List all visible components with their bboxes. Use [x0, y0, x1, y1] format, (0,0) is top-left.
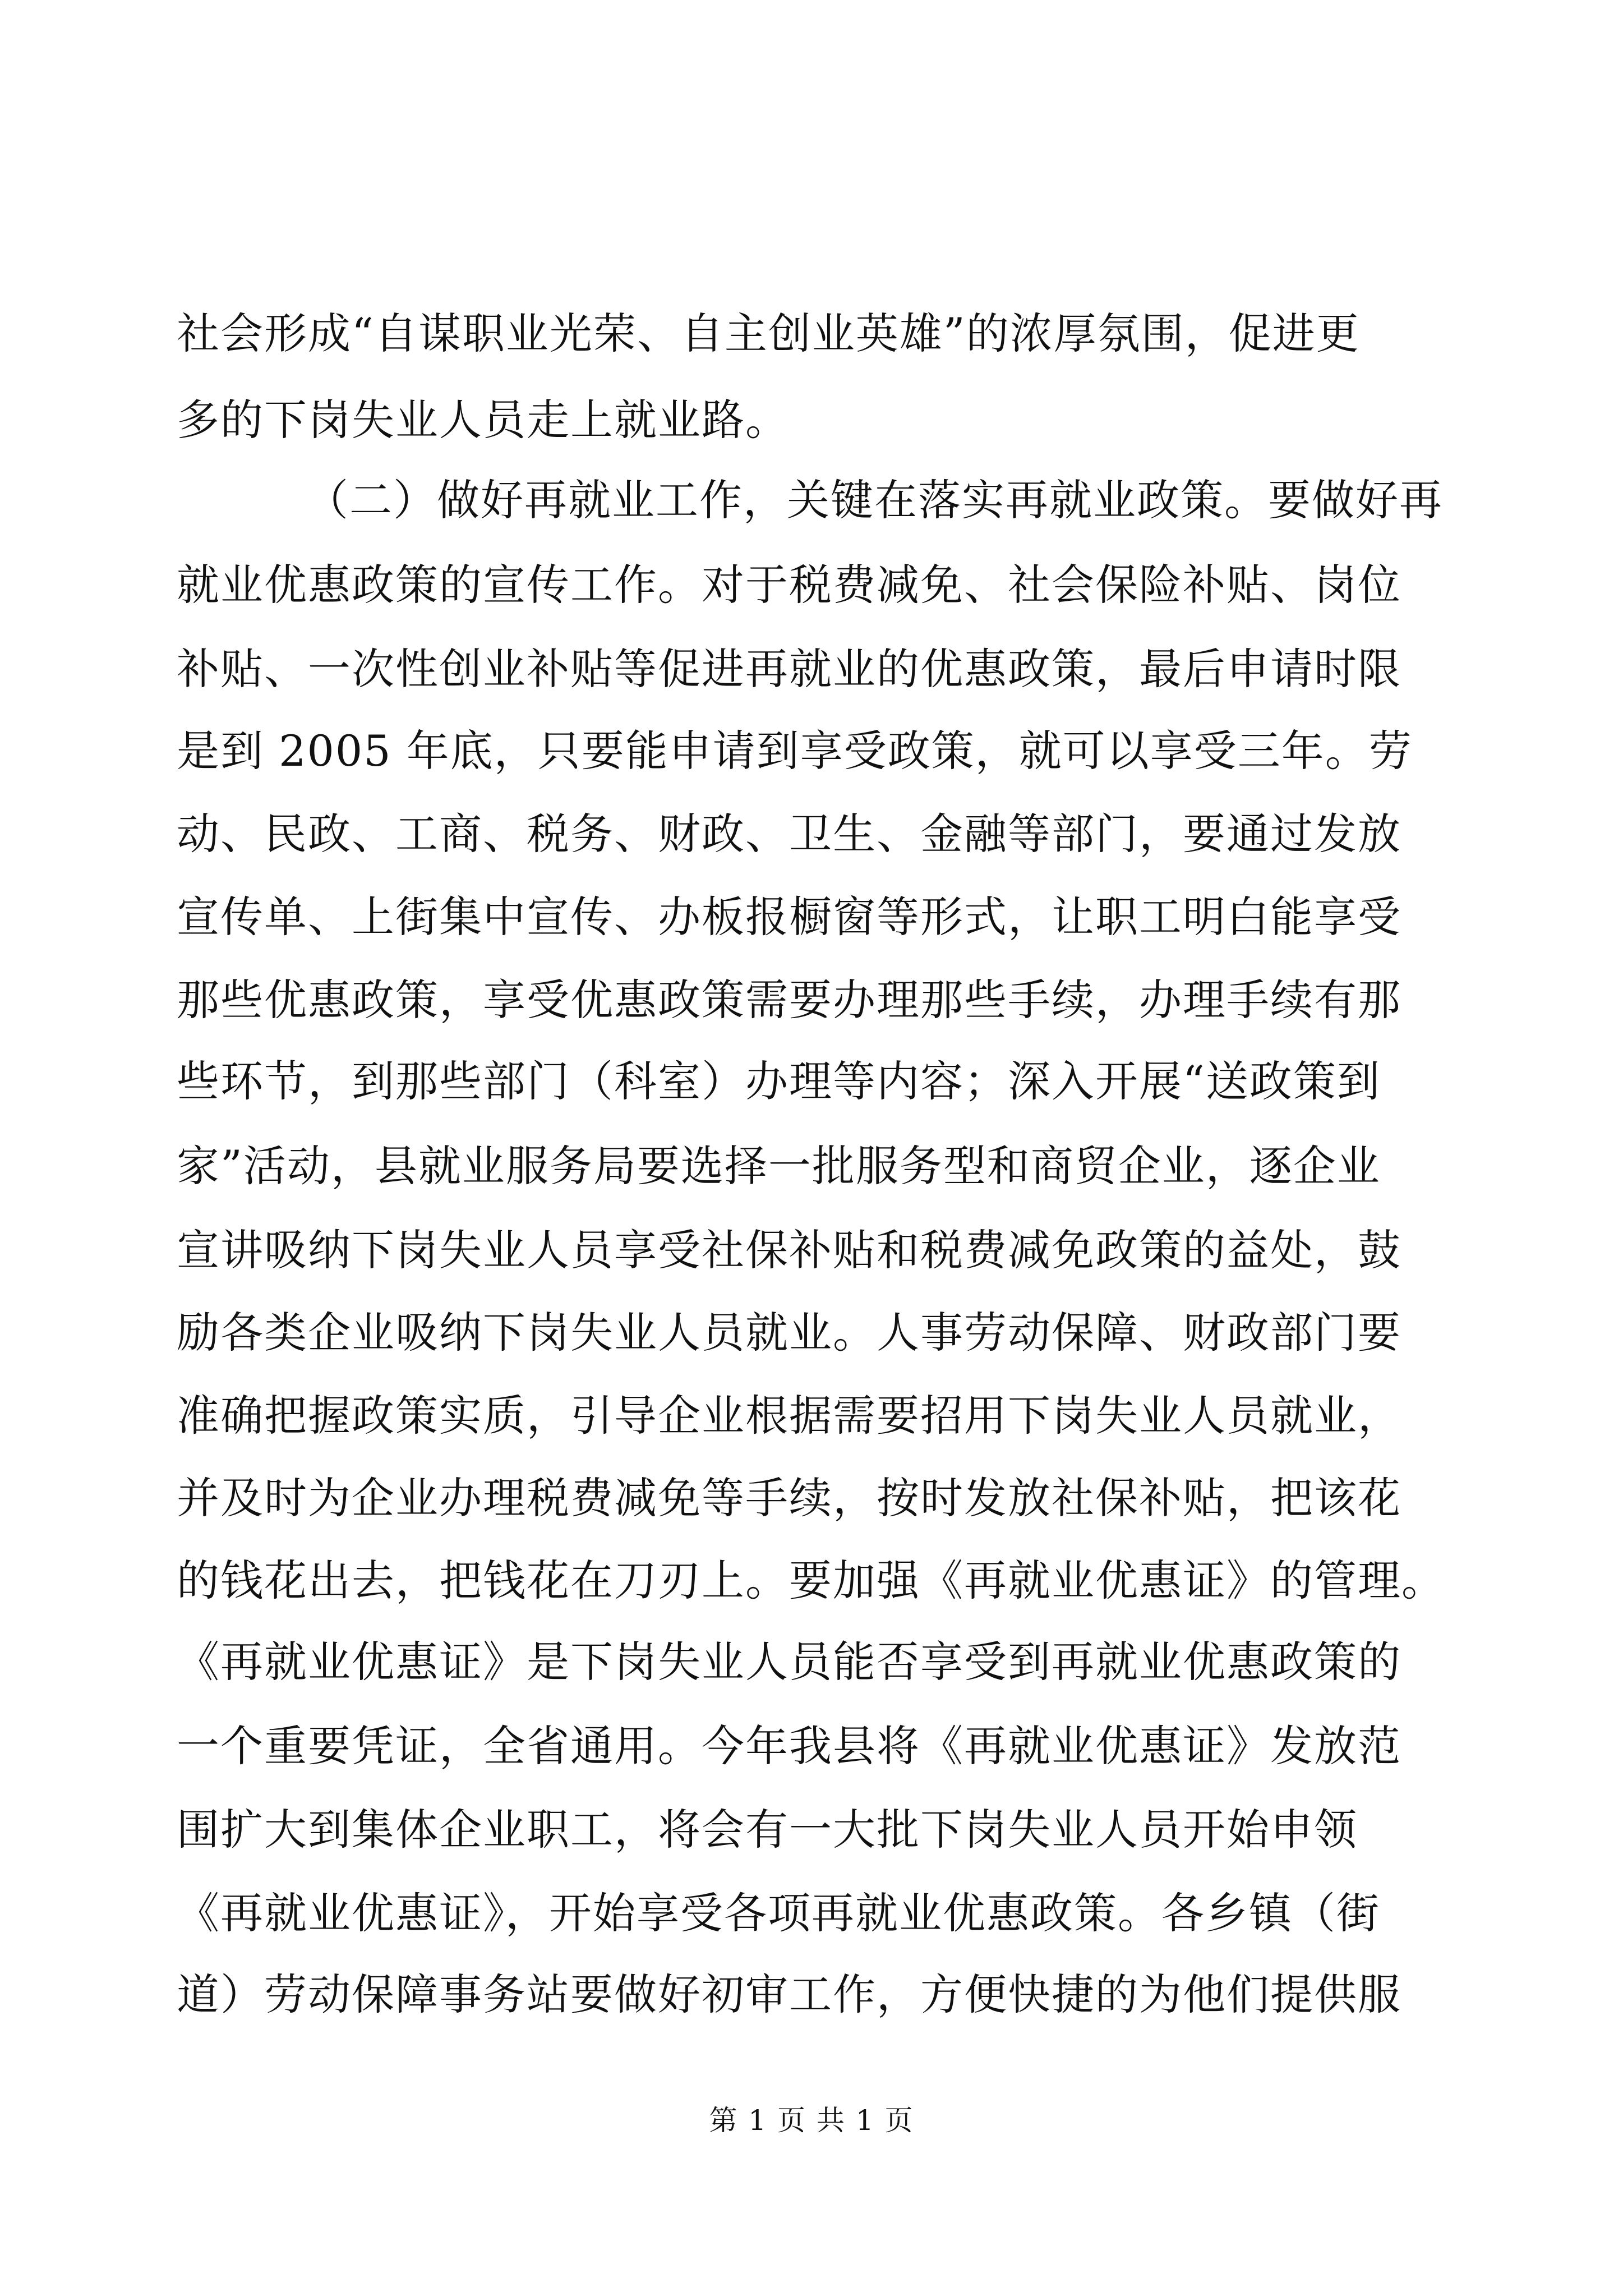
text-line: 准确把握政策实质，引导企业根据需要招用下岗失业人员就业， [177, 1391, 1401, 1441]
paragraph-start-line: （二）做好再就业工作，关键在落实再就业政策。要做好再 [306, 475, 1443, 525]
text-line: 宣讲吸纳下岗失业人员享受社保补贴和税费减免政策的益处，鼓 [177, 1225, 1401, 1275]
text-line: 的钱花出去，把钱花在刀刃上。要加强《再就业优惠证》的管理。 [177, 1556, 1445, 1605]
text-line: 围扩大到集体企业职工，将会有一大批下岗失业人员开始申领 [177, 1805, 1358, 1855]
text-line: 社会形成“自谋职业光荣、自主创业英雄”的浓厚氛围，促进更 [177, 309, 1360, 358]
text-line: 补贴、一次性创业补贴等促进再就业的优惠政策，最后申请时限 [177, 644, 1401, 694]
text-line: 并及时为企业办理税费减免等手续，按时发放社保补贴，把该花 [177, 1473, 1401, 1523]
text-line: 那些优惠政策，享受优惠政策需要办理那些手续，办理手续有那 [177, 975, 1401, 1025]
text-line: 些环节，到那些部门（科室）办理等内容；深入开展“送政策到 [177, 1056, 1381, 1106]
text-line: 一个重要凭证，全省通用。今年我县将《再就业优惠证》发放范 [177, 1721, 1401, 1771]
text-line: 动、民政、工商、税务、财政、卫生、金融等部门，要通过发放 [177, 809, 1401, 859]
text-line: 《再就业优惠证》，开始享受各项再就业优惠政策。各乡镇（街 [177, 1888, 1380, 1938]
text-line: 就业优惠政策的宣传工作。对于税费减免、社会保险补贴、岗位 [177, 560, 1401, 610]
text-line: 《再就业优惠证》是下岗失业人员能否享受到再就业优惠政策的 [177, 1637, 1401, 1687]
text-line: 家”活动，县就业服务局要选择一批服务型和商贸企业，逐企业 [177, 1141, 1381, 1191]
text-line: 宣传单、上街集中宣传、办板报橱窗等形式，让职工明白能享受 [177, 892, 1401, 942]
text-line: 励各类企业吸纳下岗失业人员就业。人事劳动保障、财政部门要 [177, 1308, 1401, 1358]
text-line: 多的下岗失业人员走上就业路。 [177, 395, 789, 445]
text-line: 道）劳动保障事务站要做好初审工作，方便快捷的为他们提供服 [177, 1970, 1401, 2019]
text-line: 是到 2005 年底，只要能申请到享受政策，就可以享受三年。劳 [177, 726, 1413, 776]
page-number-footer: 第 1 页 共 1 页 [709, 2104, 914, 2137]
